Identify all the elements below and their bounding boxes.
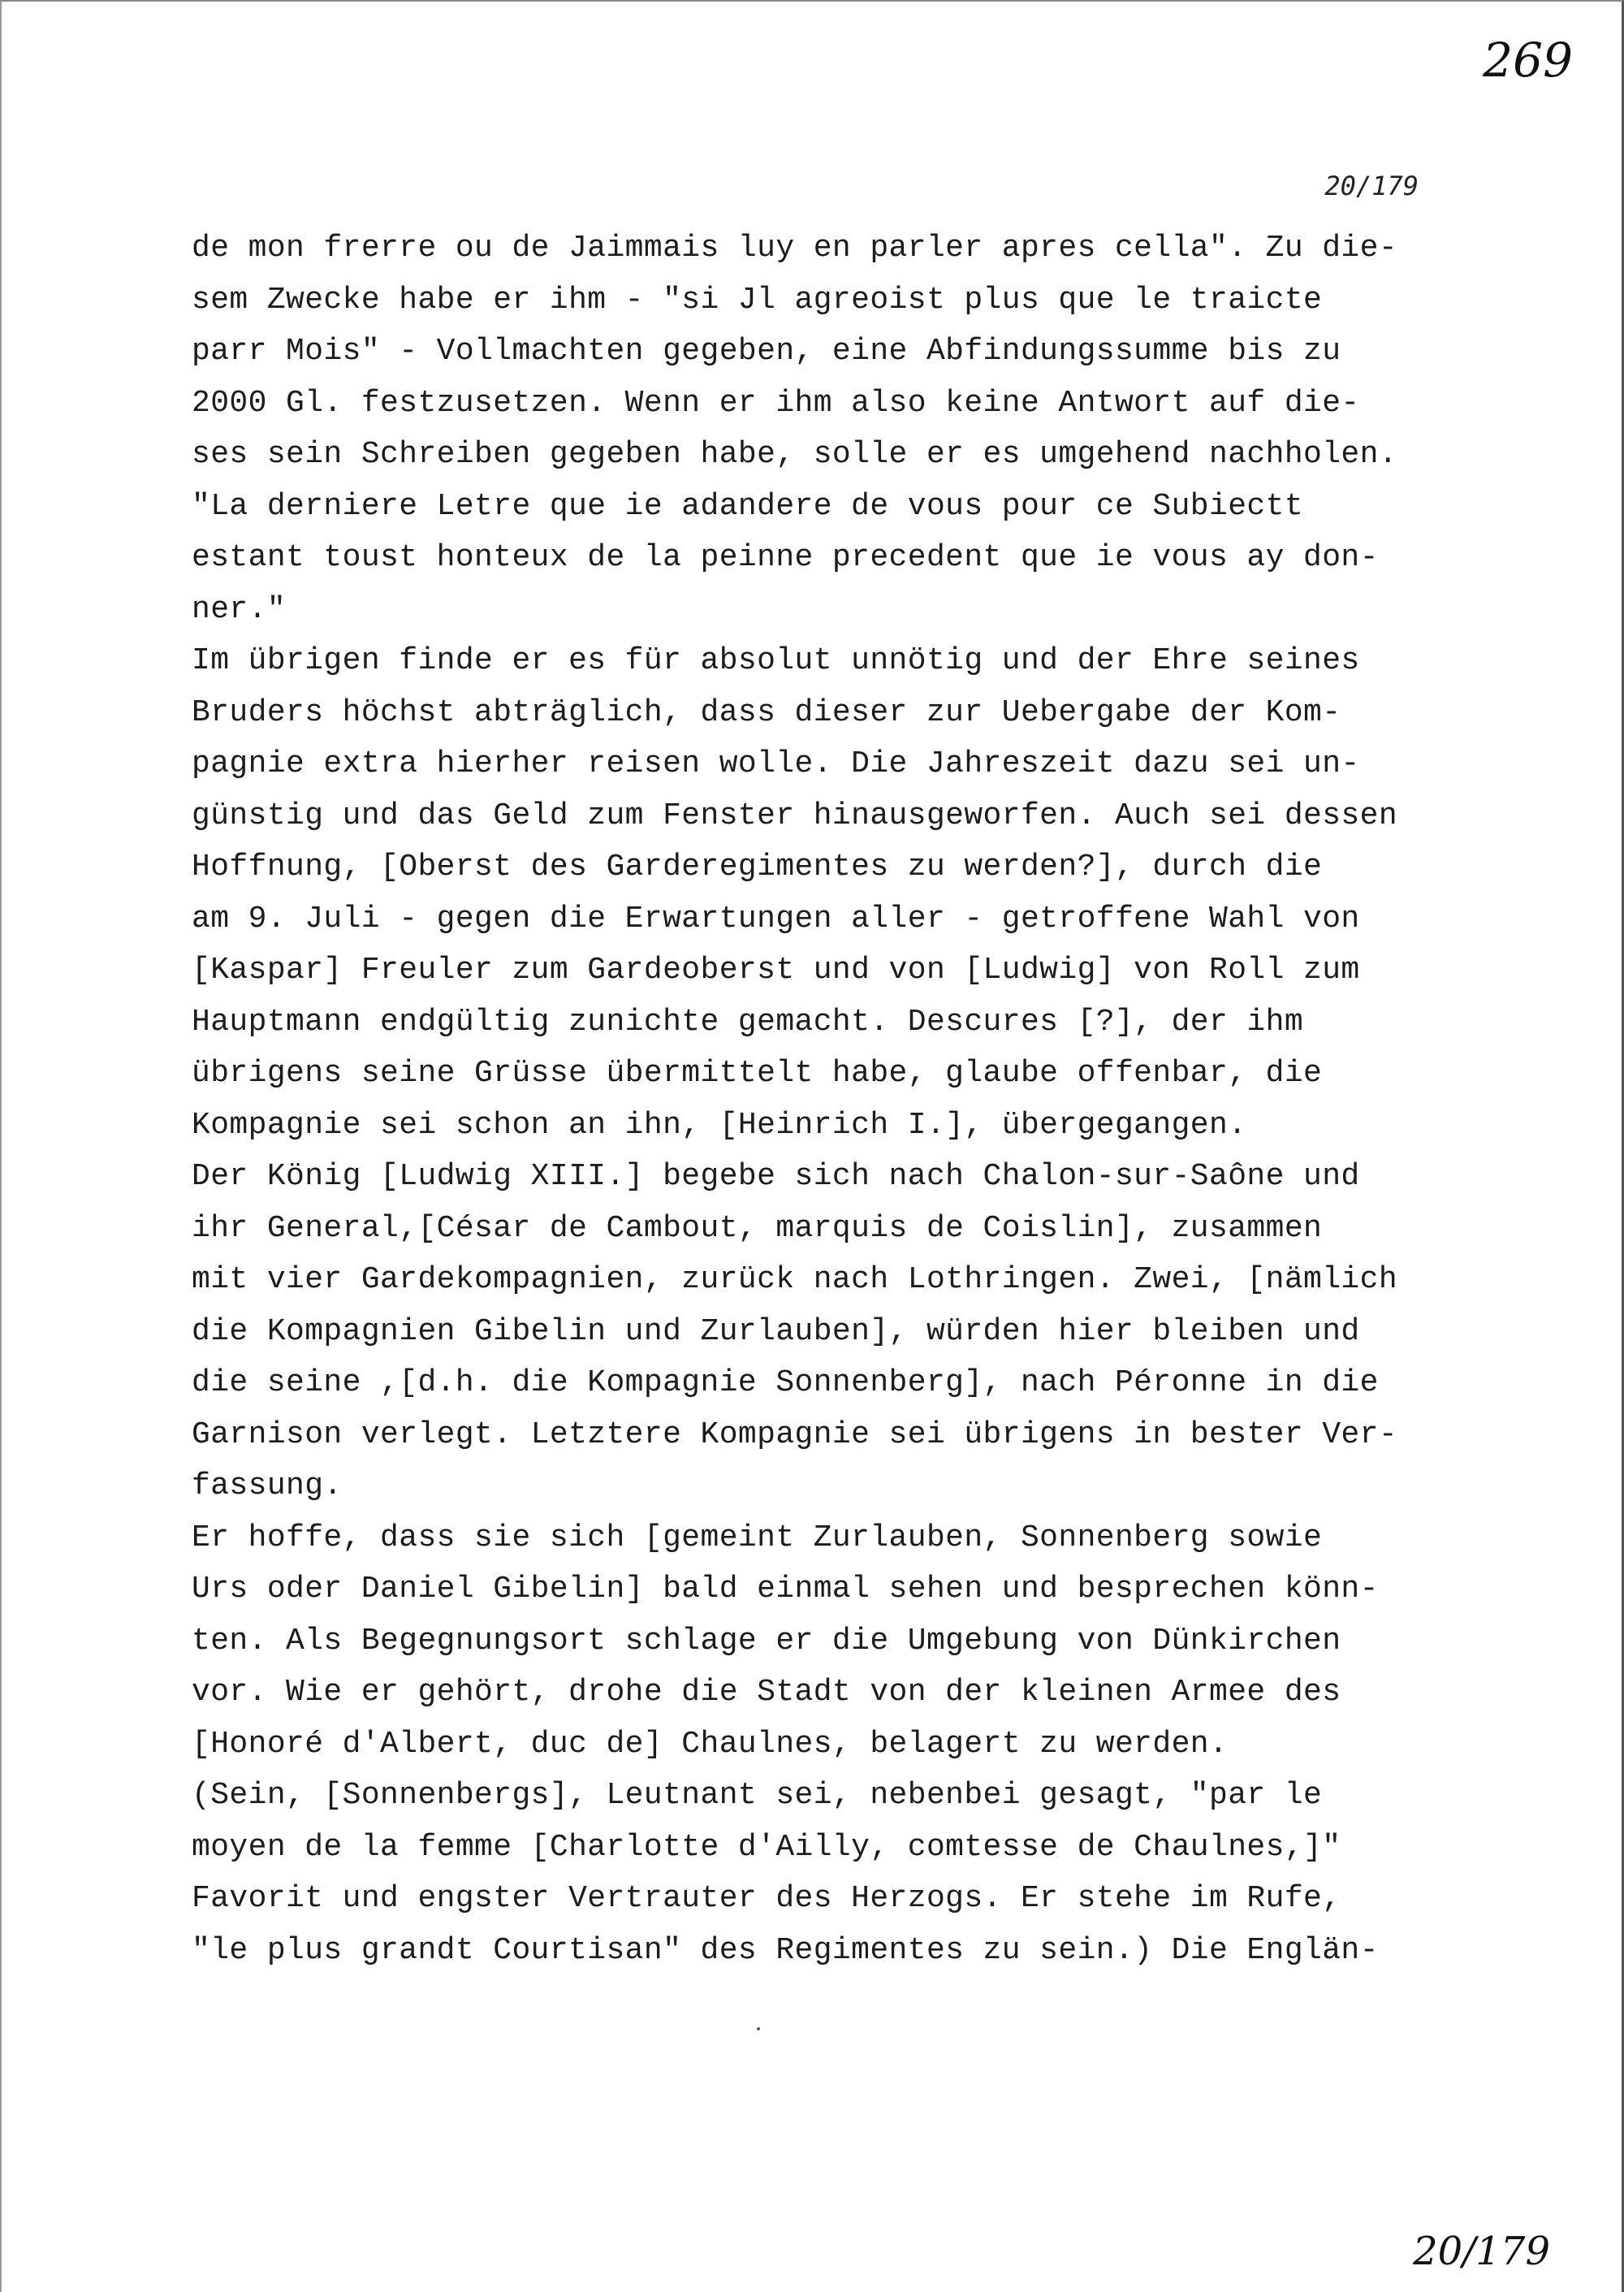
text-line: "La derniere Letre que ie adandere de vous pour ce Subiectt [192,488,1304,524]
text-line: die seine ,[d.h. die Kompagnie Sonnenberg], nach Péronne in die [192,1365,1379,1400]
text-line: de mon frerre ou de Jaimmais luy en parler apres cella". Zu die- [192,231,1398,266]
text-line: Kompagnie sei schon an ihn, [Heinrich I.], übergegangen. [192,1107,1247,1143]
text-line: [Honoré d'Albert, duc de] Chaulnes, belagert zu werden. [192,1726,1229,1762]
text-line: Bruders höchst abträglich, dass dieser zur Uebergabe der Kom- [192,694,1341,730]
text-line: fassung. [192,1468,343,1503]
text-line: sem Zwecke habe er ihm - "si Jl agreoist plus que le traicte [192,282,1323,318]
body-text [192,223,1458,1976]
text-line: Der König [Ludwig XIII.] begebe sich nach Chalon-sur-Saône und [192,1159,1360,1194]
text-line: parr Mois" - Vollmachten gegeben, eine Abfindungssumme bis zu [192,334,1341,369]
handwritten-page-number: 269 [1483,32,1573,88]
text-line: Hauptmann endgültig zunichte gemacht. Descures [?], der ihm [192,1004,1304,1040]
text-line: Urs oder Daniel Gibelin] bald einmal sehen und besprechen könn- [192,1572,1379,1607]
text-line: ner." [192,591,287,627]
text-line: 2000 Gl. festzusetzen. Wenn er ihm also keine Antwort auf die- [192,385,1360,421]
text-line: Im übrigen finde er es für absolut unnötig und der Ehre seines [192,643,1360,678]
text-line: pagnie extra hierher reisen wolle. Die Jahreszeit dazu sei un- [192,746,1360,781]
text-line: mit vier Gardekompagnien, zurück nach Lothringen. Zwei, [nämlich [192,1262,1398,1297]
scan-speck [757,2027,760,2030]
text-line: [Kaspar] Freuler zum Gardeoberst und von [Ludwig] von Roll zum [192,953,1360,988]
reference-number: 20/179 [1324,171,1419,201]
text-line: ten. Als Begegnungsort schlage er die Umgebung von Dünkirchen [192,1623,1341,1658]
text-line: vor. Wie er gehört, drohe die Stadt von der kleinen Armee des [192,1675,1341,1710]
text-line: Favorit und engster Vertrauter des Herzogs. Er stehe im Rufe, [192,1881,1341,1916]
text-line: günstig und das Geld zum Fenster hinausgeworfen. Auch sei dessen [192,798,1398,833]
text-line: ses sein Schreiben gegeben habe, solle er es umgehend nachholen. [192,437,1398,472]
text-line: übrigens seine Grüsse übermittelt habe, glaube offenbar, die [192,1056,1323,1091]
text-line: die Kompagnien Gibelin und Zurlauben], würden hier bleiben und [192,1313,1360,1349]
text-line: Hoffnung, [Oberst des Garderegimentes zu werden?], durch die [192,850,1323,884]
text-line: moyen de la femme [Charlotte d'Ailly, comtesse de Chaulnes,]" [192,1829,1341,1865]
text-line: Er hoffe, dass sie sich [gemeint Zurlauben, Sonnenberg sowie [192,1520,1323,1555]
text-line: Garnison verlegt. Letztere Kompagnie sei übrigens in bester Ver- [192,1416,1398,1452]
text-line: ihr General,[César de Cambout, marquis de Coislin], zusammen [192,1210,1323,1246]
handwritten-footer-number: 20/179 [1413,2229,1550,2274]
text-line: (Sein, [Sonnenbergs], Leutnant sei, nebenbei gesagt, "par le [192,1778,1323,1813]
text-line: "le plus grandt Courtisan" des Regimentes zu sein.) Die Englän- [192,1932,1379,1968]
text-line: estant toust honteux de la peinne precedent que ie vous ay don- [192,540,1379,575]
text-line: am 9. Juli - gegen die Erwartungen aller - getroffene Wahl von [192,901,1360,936]
